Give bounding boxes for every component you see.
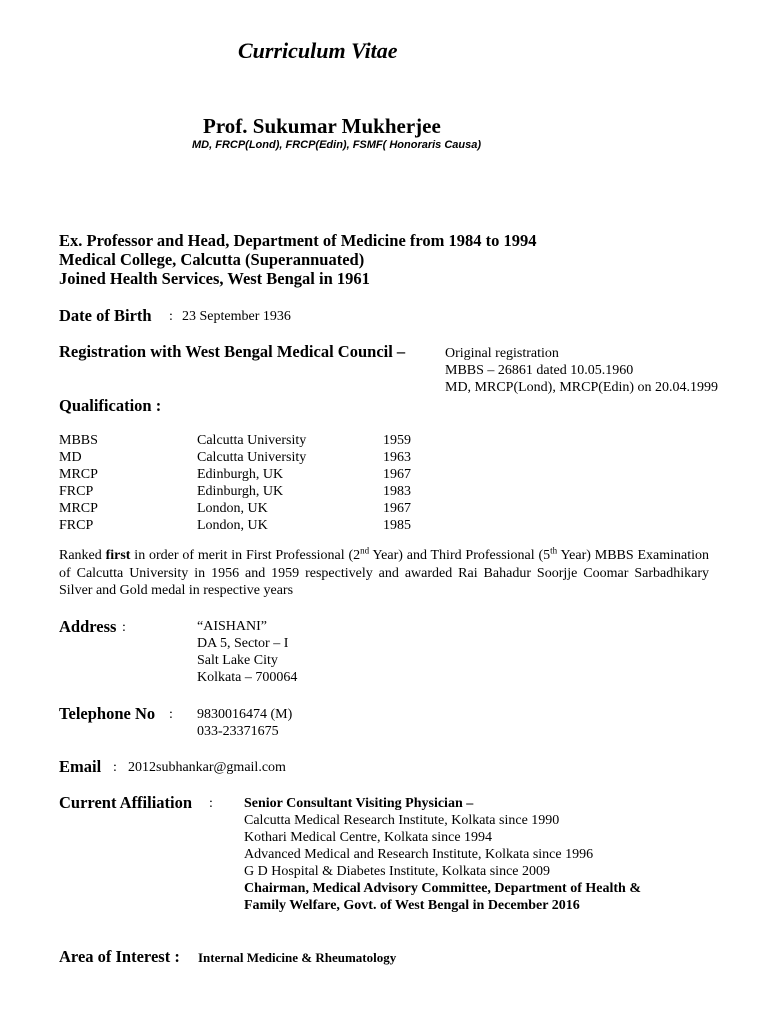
summary-line-1: Ex. Professor and Head, Department of Medicine from 1984 to 1994 [59, 231, 537, 250]
ranked-paragraph [59, 547, 709, 600]
telephone-landline: 033-23371675 [197, 724, 279, 739]
person-name: Prof. Sukumar Mukherjee [203, 114, 441, 138]
chairman-line-2: Family Welfare, Govt. of West Bengal in December 2016 [244, 898, 580, 913]
email-label: Email [59, 757, 102, 776]
affiliation-separator: : [209, 796, 213, 811]
registration-label: Registration with West Bengal Medical Council – [59, 342, 406, 361]
address-line-4: Kolkata – 700064 [197, 670, 298, 685]
qualification-institution: Calcutta University [197, 433, 307, 448]
qualification-institution: Edinburgh, UK [197, 467, 284, 482]
ranked-text-a: Ranked [59, 548, 106, 563]
telephone-separator: : [169, 707, 173, 722]
summary-line-3: Joined Health Services, West Bengal in 1961 [59, 269, 370, 288]
dob-label: Date of Birth [59, 306, 152, 325]
ranked-text-g: Year) MBBS Examination of Calcutta University in 1956 and 1959 respectively and awarded Rai Bahadur Soorjje Coomar Sarbadhikary Silver and Gold medal in respective years [59, 548, 710, 598]
ranked-sup-nd: nd [360, 545, 370, 556]
qualification-institution: London, UK [197, 518, 268, 533]
qualification-year: 1985 [383, 518, 411, 533]
email-value: 2012subhankar@gmail.com [128, 760, 286, 775]
address-line-1: “AISHANI” [197, 619, 267, 634]
affiliation-label: Current Affiliation [59, 793, 193, 812]
affiliation-line: Kothari Medical Centre, Kolkata since 1994 [244, 830, 493, 845]
summary-line-2: Medical College, Calcutta (Superannuated) [59, 250, 365, 269]
qualification-year: 1959 [383, 433, 411, 448]
qualification-degree: MRCP [59, 501, 98, 516]
qualification-year: 1963 [383, 450, 411, 465]
qualification-year: 1967 [383, 467, 411, 482]
qualification-degree: MRCP [59, 467, 98, 482]
dob-value: 23 September 1936 [182, 309, 291, 324]
ranked-text-c: in order of merit in First Professional (2 [130, 548, 361, 563]
registration-line-3: MD, MRCP(Lond), MRCP(Edin) on 20.04.1999 [445, 380, 719, 395]
address-line-2: DA 5, Sector – I [197, 636, 289, 651]
interest-value: Internal Medicine & Rheumatology [198, 950, 397, 965]
qualification-institution: Calcutta University [197, 450, 307, 465]
telephone-label: Telephone No [59, 704, 156, 723]
address-line-3: Salt Lake City [197, 653, 278, 668]
dob-separator: : [169, 309, 173, 324]
registration-line-1: Original registration [445, 346, 559, 361]
interest-label: Area of Interest : [59, 947, 180, 966]
affiliation-heading: Senior Consultant Visiting Physician – [244, 796, 474, 811]
registration-line-2: MBBS – 26861 dated 10.05.1960 [445, 363, 634, 378]
qualification-year: 1967 [383, 501, 411, 516]
qualification-degree: FRCP [59, 518, 94, 533]
affiliation-line: G D Hospital & Diabetes Institute, Kolkata since 2009 [244, 864, 550, 879]
affiliation-line: Advanced Medical and Research Institute, Kolkata since 1996 [244, 847, 594, 862]
degrees-line: MD, FRCP(Lond), FRCP(Edin), FSMF( Honoraris Causa) [192, 139, 482, 151]
telephone-mobile: 9830016474 (M) [197, 707, 293, 722]
qualification-label: Qualification : [59, 396, 162, 415]
ranked-text-e: Year) and Third Professional (5 [369, 548, 551, 563]
ranked-text-first: first [105, 548, 131, 563]
address-separator: : [122, 620, 126, 635]
affiliation-line: Calcutta Medical Research Institute, Kolkata since 1990 [244, 813, 560, 828]
email-separator: : [113, 760, 117, 775]
qualification-institution: London, UK [197, 501, 268, 516]
qualification-degree: FRCP [59, 484, 94, 499]
ranked-sup-th: th [550, 545, 558, 556]
address-label: Address [59, 617, 117, 636]
qualification-year: 1983 [383, 484, 411, 499]
qualification-degree: MD [59, 450, 82, 465]
document-title: Curriculum Vitae [238, 38, 398, 63]
qualification-institution: Edinburgh, UK [197, 484, 284, 499]
chairman-line-1: Chairman, Medical Advisory Committee, Department of Health & [244, 881, 641, 896]
qualification-degree: MBBS [59, 433, 98, 448]
